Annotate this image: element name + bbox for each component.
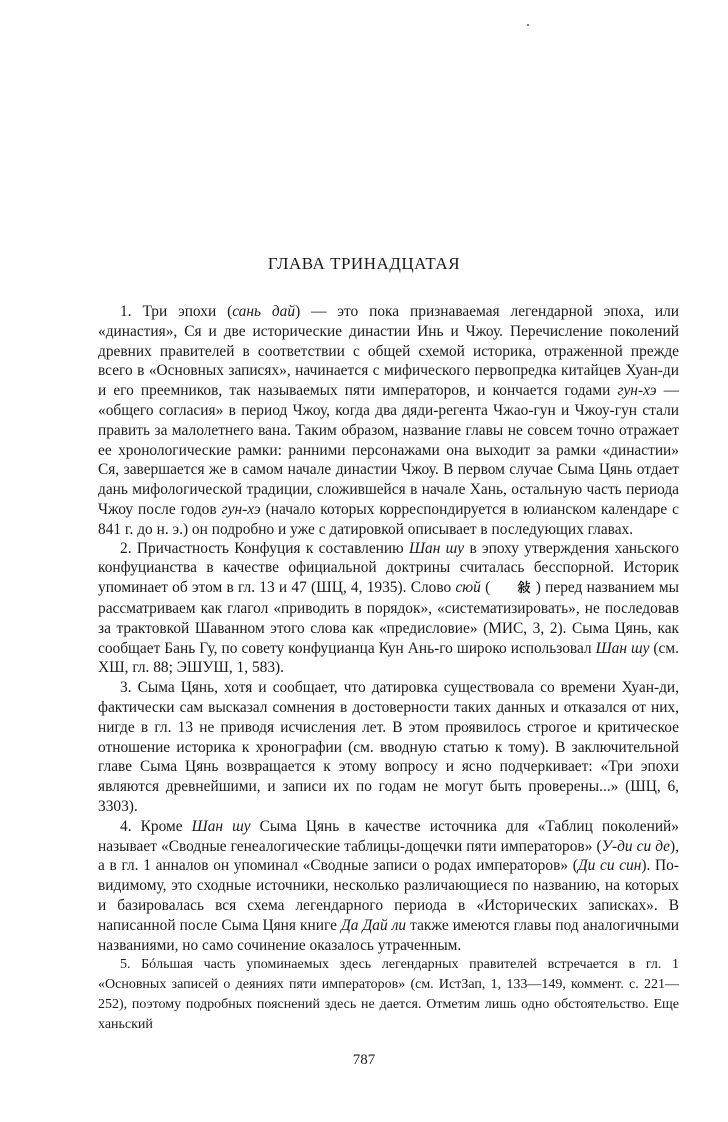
text-run: (начало которых корреспондируется в юлианском календаре с 841 г. до н. э.) он подробно и уже с датировкой описывает в последующих главах.: [98, 500, 679, 538]
note-4: [98, 817, 679, 956]
italic-term: У-ди си де: [601, 837, 671, 855]
text-run: 3. Сыма Цянь, хотя и сообщает, что датировка существовала со времени Хуан-ди, фактически сам высказал сомнения в достоверности таких данных и отказался от них, нигде в гл. 13 не приводя исчисления лет. В этом проявилось строгое и критическое отношение историка к хронографии (см. вводную статью к тому). В заключительной главе Сыма Цянь возвращается к этому вопросу и ясно подчеркивает: «Три эпохи являются древнейшими, и записи их по годам не могут быть проверены...» (ШЦ, 6, 3303).: [98, 679, 679, 815]
note-1: [98, 302, 679, 540]
italic-term: гун-хэ: [221, 500, 261, 518]
text-run: 4. Кроме: [120, 817, 192, 835]
text-run: ) — это пока признаваемая легендарной эпоха, или «династия», Ся и две исторические династии Инь и Чжоу. Перечисление поколений древних правителей в соответствии с общей схемой историка, отраженной прежде всего в «Основных записях», начинается с мифического первопредка китайцев Хуан-ди и его преемников, так называемых пяти императоров, и кончается годами: [98, 303, 680, 400]
italic-term: Ди си син: [577, 857, 642, 875]
text-run: 5. Бóльшая часть упоминаемых здесь легендарных правителей встречается в гл. 1 «Основных записей о деяниях пяти императоров» (см. ИстЗап, 1, 133—149, коммент. с. 221—252), поэтому подробных пояснений здесь не дается. Отметим лишь одно обстоятельство. Еще ханьский: [98, 957, 679, 1032]
italic-term: сань дай: [232, 303, 296, 320]
text-run: ). По-видимому, это сходные источники, несколько различающиеся по названию, на которых и базировалась вся схема легендарного периода в «Исторических записках». В написанной после Сыма Цяня книге: [98, 857, 679, 934]
text-run: ), а в гл. 1 анналов он упоминал «Сводные записи о родах императоров» (: [98, 837, 679, 875]
text-run: — «общего согласия» в период Чжоу, когда два дяди-регента Чжао-гун и Чжоу-гун стали править за малолетнего вана. Таким образом, название главы не совсем точно отражает ее хронологические рамки: ранними персонажами она выходит за рамки «династии» Ся, завершается же в самом начале династии Чжоу. В первом случае Сыма Цянь отдает дань мифологической традиции, сложившейся в начале Хань, остальную часть периода Чжоу после годов: [98, 382, 679, 518]
scan-speck: [527, 24, 529, 26]
italic-term: Шан шу: [595, 639, 650, 657]
text-run: (см. ХШ, гл. 88; ЭШУШ, 1, 583).: [98, 639, 679, 677]
italic-term: сюй: [455, 579, 481, 597]
chinese-character: 敍: [517, 581, 531, 597]
italic-term: Да Дай ли: [340, 916, 407, 934]
text-run: в эпоху утверждения ханьского конфуцианства в качестве официальной доктрины считалась бесспорной. Историк упоминает об этом в гл. 13 и 47 (ШЦ, 4, 1935). Слово: [98, 539, 680, 597]
italic-term: гун-хэ: [617, 382, 657, 400]
page-number: 787: [352, 1052, 376, 1068]
commentary-body: [98, 302, 679, 1034]
chapter-title: ГЛАВА ТРИНАДЦАТАЯ: [267, 254, 461, 273]
italic-term: Шан шу: [191, 817, 251, 835]
text-run: ) перед названием мы рассматриваем как глагол «приводить в порядок», «систематизировать», не последовав за трактовкой Шаванном этого слова как «предисловие» (МИС, 3, 2). Сыма Цянь, как сообщает Бань Гу, по совету конфуцианца Кун Ань-го широко использовал: [98, 579, 680, 657]
note-2: [98, 539, 679, 679]
note-3: [98, 678, 679, 817]
italic-term: Шан шу: [408, 539, 465, 557]
text-run: 2. Причастность Конфуция к составлению: [120, 539, 409, 557]
note-5: [98, 955, 679, 1034]
text-run: также имеются главы под аналогичными названиями, но само сочинение оказалось утраченным.: [98, 916, 679, 954]
text-run: Сыма Цянь в качестве источника для «Таблиц поколений» называет «Сводные генеалогические таблицы-дощечки пяти императоров» (: [98, 817, 679, 855]
text-run: 1. Три эпохи (: [120, 303, 233, 320]
text-run: (: [480, 579, 495, 597]
